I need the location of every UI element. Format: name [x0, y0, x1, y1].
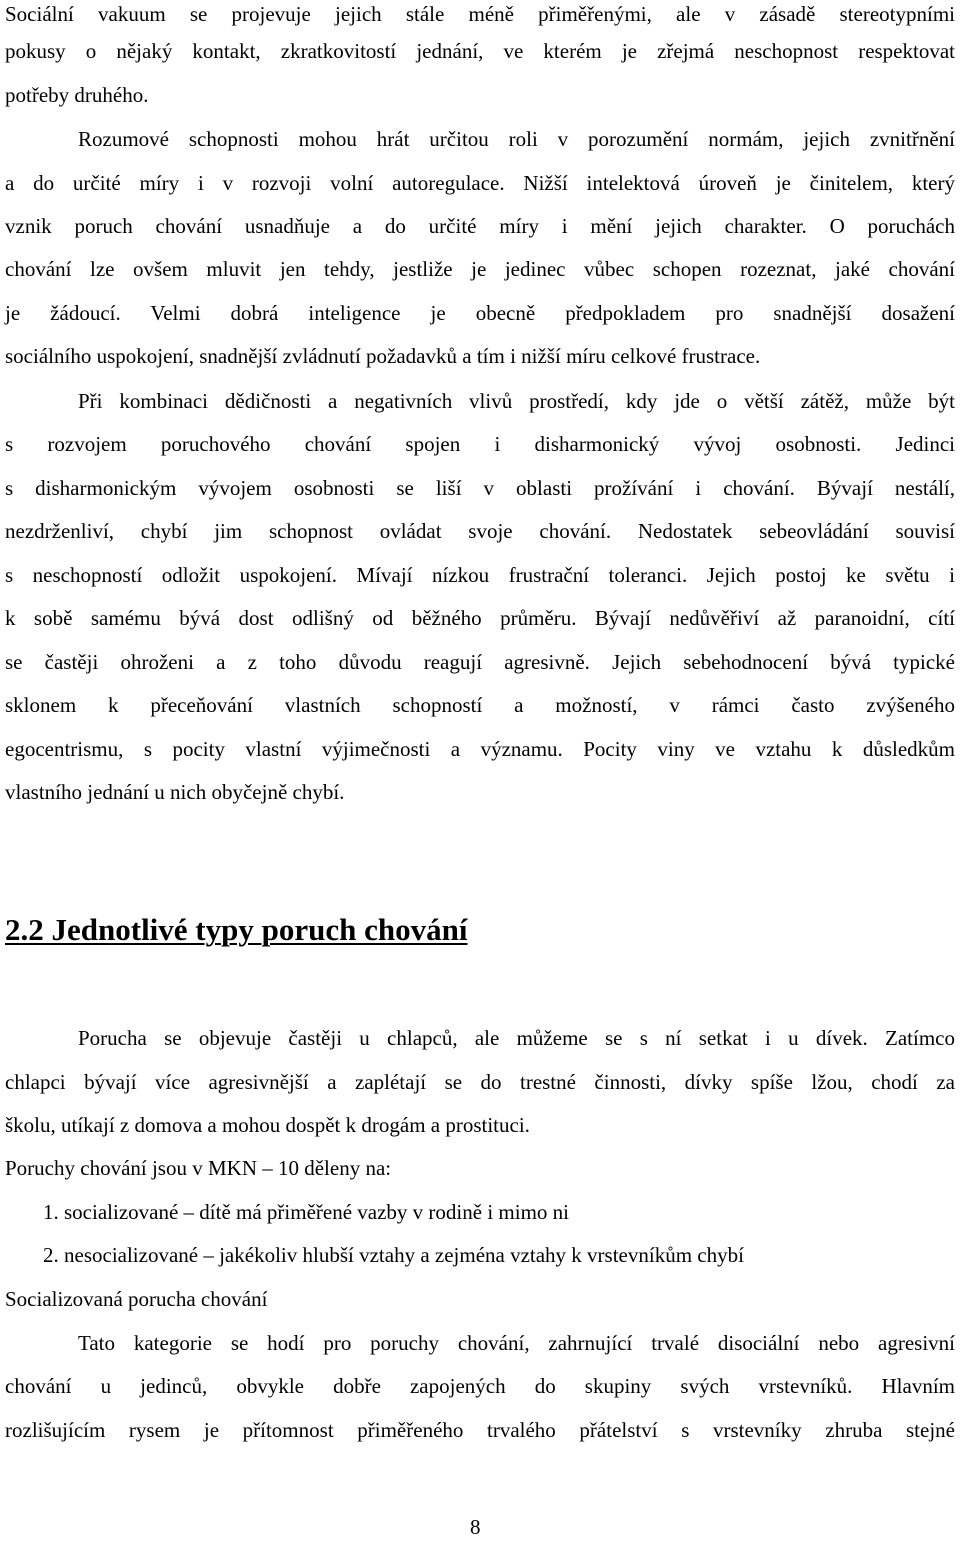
text-line: Tato kategorie se hodí pro poruchy chování, zahrnující trvalé disociální nebo agresivní [78, 1331, 955, 1355]
text-line: sklonem k přeceňování vlastních schopností a možností, v rámci často zvýšeného [5, 693, 955, 717]
text-line: vlastního jednání u nich obyčejně chybí. [5, 780, 345, 804]
text-line: chování lze ovšem mluvit jen tehdy, jestliže je jedinec vůbec schopen rozeznat, jaké chování [5, 257, 955, 281]
text-line: Poruchy chování jsou v MKN – 10 děleny na: [5, 1156, 392, 1180]
text-line: Sociální vakuum se projevuje jejich stále méně přiměřenými, ale v zásadě stereotypními [5, 2, 955, 26]
text-line: chování u jedinců, obvykle dobře zapojených do skupiny svých vrstevníků. Hlavním [5, 1374, 955, 1398]
text-line: nezdrženliví, chybí jim schopnost ovládat svoje chování. Nedostatek sebeovládání souvisí [5, 519, 955, 543]
text-line: rozlišujícím rysem je přítomnost přiměřeného trvalého přátelství s vrstevníky zhruba stejné [5, 1418, 955, 1442]
text-line: potřeby druhého. [5, 83, 149, 107]
text-line: Porucha se objevuje častěji u chlapců, ale můžeme se s ní setkat i u dívek. Zatímco [78, 1026, 955, 1050]
text-line: Při kombinaci dědičnosti a negativních vlivů prostředí, kdy jde o větší zátěž, může být [78, 389, 955, 413]
text-line: a do určité míry i v rozvoji volní autoregulace. Nižší intelektová úroveň je činitelem, který [5, 171, 955, 195]
subheading: Socializovaná porucha chování [5, 1287, 268, 1311]
section-heading: 2.2 Jednotlivé typy poruch chování [5, 912, 468, 947]
text-line: chlapci bývají více agresivnější a zaplétají se do trestné činnosti, dívky spíše lžou, chodí za [5, 1070, 955, 1094]
page-number: 8 [470, 1515, 481, 1539]
text-line: Rozumové schopnosti mohou hrát určitou roli v porozumění normám, jejich zvnitřnění [78, 127, 955, 151]
list-item: 1. socializované – dítě má přiměřené vazby v rodině i mimo ni [43, 1200, 570, 1224]
text-line: egocentrismu, s pocity vlastní výjimečnosti a významu. Pocity viny ve vztahu k důsledkům [5, 737, 955, 761]
text-line: pokusy o nějaký kontakt, zkratkovitostí jednání, ve kterém je zřejmá neschopnost respektovat [5, 39, 955, 63]
text-line: školu, utíkají z domova a mohou dospět k drogám a prostituci. [5, 1113, 530, 1137]
text-line: k sobě samému bývá dost odlišný od běžného průměru. Bývají nedůvěřiví až paranoidní, cítí [5, 606, 955, 630]
text-line: s disharmonickým vývojem osobnosti se liší v oblasti prožívání i chování. Bývají nestálí, [5, 476, 955, 500]
text-line: vznik poruch chování usnadňuje a do určité míry i mění jejich charakter. O poruchách [5, 214, 955, 238]
text-line: s rozvojem poruchového chování spojen i disharmonický vývoj osobnosti. Jedinci [5, 432, 955, 456]
text-line: je žádoucí. Velmi dobrá inteligence je obecně předpokladem pro snadnější dosažení [5, 301, 955, 325]
text-line: sociálního uspokojení, snadnější zvládnutí požadavků a tím i nižší míru celkové frustrace. [5, 344, 761, 368]
text-line: s neschopností odložit uspokojení. Mívají nízkou frustrační toleranci. Jejich postoj ke světu i [5, 563, 955, 587]
list-item: 2. nesocializované – jakékoliv hlubší vztahy a zejména vztahy k vrstevníkům chybí [43, 1243, 744, 1267]
text-line: se častěji ohroženi a z toho důvodu reagují agresivně. Jejich sebehodnocení bývá typické [5, 650, 955, 674]
